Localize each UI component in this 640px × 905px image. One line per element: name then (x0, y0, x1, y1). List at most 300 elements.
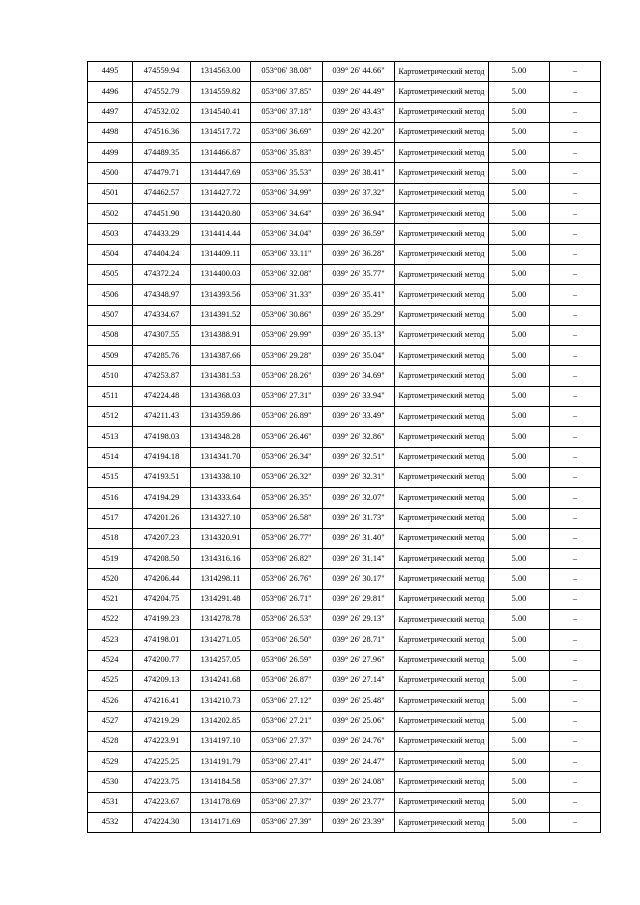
latitude-cell: 053°06' 26.71" (251, 589, 323, 609)
accuracy-cell: 5.00 (489, 630, 550, 650)
y-coordinate-cell: 1314327.10 (191, 508, 251, 528)
accuracy-cell: 5.00 (489, 204, 550, 224)
longitude-cell: 039° 26' 32.86" (323, 427, 395, 447)
table-row (88, 285, 601, 305)
note-cell: – (550, 285, 601, 305)
latitude-cell: 053°06' 30.86" (251, 305, 323, 325)
table-row (88, 366, 601, 386)
longitude-cell: 039° 26' 33.94" (323, 386, 395, 406)
accuracy-cell: 5.00 (489, 549, 550, 569)
accuracy-cell: 5.00 (489, 366, 550, 386)
method-cell: Картометрический метод (395, 366, 489, 386)
table-body (88, 62, 601, 833)
y-coordinate-cell: 1314447.69 (191, 163, 251, 183)
y-coordinate-cell: 1314202.85 (191, 711, 251, 731)
note-cell: – (550, 427, 601, 447)
table-row (88, 62, 601, 82)
longitude-cell: 039° 26' 31.40" (323, 528, 395, 548)
table-row (88, 549, 601, 569)
table-row (88, 82, 601, 102)
longitude-cell: 039° 26' 35.04" (323, 346, 395, 366)
accuracy-cell: 5.00 (489, 82, 550, 102)
accuracy-cell: 5.00 (489, 528, 550, 548)
method-cell: Картометрический метод (395, 711, 489, 731)
x-coordinate-cell: 474198.01 (133, 630, 191, 650)
x-coordinate-cell: 474307.55 (133, 325, 191, 345)
longitude-cell: 039° 26' 29.81" (323, 589, 395, 609)
note-cell: – (550, 610, 601, 630)
accuracy-cell: 5.00 (489, 670, 550, 690)
point-number-cell: 4526 (88, 691, 133, 711)
x-coordinate-cell: 474207.23 (133, 528, 191, 548)
latitude-cell: 053°06' 31.33" (251, 285, 323, 305)
note-cell: – (550, 183, 601, 203)
note-cell: – (550, 772, 601, 792)
x-coordinate-cell: 474206.44 (133, 569, 191, 589)
latitude-cell: 053°06' 34.99" (251, 183, 323, 203)
point-number-cell: 4505 (88, 264, 133, 284)
latitude-cell: 053°06' 26.76" (251, 569, 323, 589)
y-coordinate-cell: 1314278.78 (191, 610, 251, 630)
point-number-cell: 4527 (88, 711, 133, 731)
method-cell: Картометрический метод (395, 325, 489, 345)
x-coordinate-cell: 474253.87 (133, 366, 191, 386)
method-cell: Картометрический метод (395, 670, 489, 690)
y-coordinate-cell: 1314368.03 (191, 386, 251, 406)
table-row (88, 447, 601, 467)
accuracy-cell: 5.00 (489, 305, 550, 325)
x-coordinate-cell: 474193.51 (133, 467, 191, 487)
longitude-cell: 039° 26' 27.14" (323, 670, 395, 690)
point-number-cell: 4529 (88, 752, 133, 772)
table-row (88, 731, 601, 751)
longitude-cell: 039° 26' 31.14" (323, 549, 395, 569)
table-row (88, 569, 601, 589)
table-row (88, 670, 601, 690)
longitude-cell: 039° 26' 25.06" (323, 711, 395, 731)
point-number-cell: 4499 (88, 143, 133, 163)
latitude-cell: 053°06' 26.89" (251, 407, 323, 427)
point-number-cell: 4498 (88, 122, 133, 142)
y-coordinate-cell: 1314184.58 (191, 772, 251, 792)
latitude-cell: 053°06' 26.77" (251, 528, 323, 548)
method-cell: Картометрический метод (395, 549, 489, 569)
latitude-cell: 053°06' 27.31" (251, 386, 323, 406)
y-coordinate-cell: 1314348.28 (191, 427, 251, 447)
accuracy-cell: 5.00 (489, 589, 550, 609)
table-row (88, 467, 601, 487)
y-coordinate-cell: 1314341.70 (191, 447, 251, 467)
longitude-cell: 039° 26' 31.73" (323, 508, 395, 528)
note-cell: – (550, 346, 601, 366)
note-cell: – (550, 488, 601, 508)
table-row (88, 264, 601, 284)
accuracy-cell: 5.00 (489, 224, 550, 244)
longitude-cell: 039° 26' 36.28" (323, 244, 395, 264)
accuracy-cell: 5.00 (489, 508, 550, 528)
accuracy-cell: 5.00 (489, 427, 550, 447)
method-cell: Картометрический метод (395, 122, 489, 142)
latitude-cell: 053°06' 27.21" (251, 711, 323, 731)
longitude-cell: 039° 26' 42.20" (323, 122, 395, 142)
y-coordinate-cell: 1314393.56 (191, 285, 251, 305)
method-cell: Картометрический метод (395, 407, 489, 427)
latitude-cell: 053°06' 26.58" (251, 508, 323, 528)
accuracy-cell: 5.00 (489, 62, 550, 82)
point-number-cell: 4500 (88, 163, 133, 183)
point-number-cell: 4502 (88, 204, 133, 224)
y-coordinate-cell: 1314298.11 (191, 569, 251, 589)
point-number-cell: 4509 (88, 346, 133, 366)
y-coordinate-cell: 1314387.66 (191, 346, 251, 366)
x-coordinate-cell: 474372.24 (133, 264, 191, 284)
table-row (88, 122, 601, 142)
note-cell: – (550, 305, 601, 325)
y-coordinate-cell: 1314540.41 (191, 102, 251, 122)
x-coordinate-cell: 474204.75 (133, 589, 191, 609)
latitude-cell: 053°06' 27.37" (251, 772, 323, 792)
accuracy-cell: 5.00 (489, 386, 550, 406)
accuracy-cell: 5.00 (489, 731, 550, 751)
x-coordinate-cell: 474559.94 (133, 62, 191, 82)
note-cell: – (550, 528, 601, 548)
note-cell: – (550, 630, 601, 650)
x-coordinate-cell: 474516.36 (133, 122, 191, 142)
longitude-cell: 039° 26' 23.39" (323, 812, 395, 832)
latitude-cell: 053°06' 38.08" (251, 62, 323, 82)
x-coordinate-cell: 474208.50 (133, 549, 191, 569)
method-cell: Картометрический метод (395, 82, 489, 102)
method-cell: Картометрический метод (395, 772, 489, 792)
latitude-cell: 053°06' 36.69" (251, 122, 323, 142)
longitude-cell: 039° 26' 36.94" (323, 204, 395, 224)
method-cell: Картометрический метод (395, 224, 489, 244)
accuracy-cell: 5.00 (489, 264, 550, 284)
x-coordinate-cell: 474285.76 (133, 346, 191, 366)
table-row (88, 183, 601, 203)
point-number-cell: 4531 (88, 792, 133, 812)
longitude-cell: 039° 26' 30.17" (323, 569, 395, 589)
note-cell: – (550, 812, 601, 832)
note-cell: – (550, 731, 601, 751)
longitude-cell: 039° 26' 28.71" (323, 630, 395, 650)
note-cell: – (550, 62, 601, 82)
accuracy-cell: 5.00 (489, 467, 550, 487)
accuracy-cell: 5.00 (489, 102, 550, 122)
note-cell: – (550, 447, 601, 467)
method-cell: Картометрический метод (395, 731, 489, 751)
y-coordinate-cell: 1314414.44 (191, 224, 251, 244)
note-cell: – (550, 244, 601, 264)
accuracy-cell: 5.00 (489, 711, 550, 731)
latitude-cell: 053°06' 32.08" (251, 264, 323, 284)
latitude-cell: 053°06' 26.87" (251, 670, 323, 690)
method-cell: Картометрический метод (395, 204, 489, 224)
x-coordinate-cell: 474489.35 (133, 143, 191, 163)
longitude-cell: 039° 26' 43.43" (323, 102, 395, 122)
method-cell: Картометрический метод (395, 630, 489, 650)
longitude-cell: 039° 26' 35.29" (323, 305, 395, 325)
accuracy-cell: 5.00 (489, 122, 550, 142)
note-cell: – (550, 143, 601, 163)
table-row (88, 488, 601, 508)
table-row (88, 407, 601, 427)
method-cell: Картометрический метод (395, 183, 489, 203)
longitude-cell: 039° 26' 44.66" (323, 62, 395, 82)
longitude-cell: 039° 26' 36.59" (323, 224, 395, 244)
note-cell: – (550, 650, 601, 670)
accuracy-cell: 5.00 (489, 244, 550, 264)
method-cell: Картометрический метод (395, 427, 489, 447)
longitude-cell: 039° 26' 23.77" (323, 792, 395, 812)
accuracy-cell: 5.00 (489, 772, 550, 792)
point-number-cell: 4530 (88, 772, 133, 792)
x-coordinate-cell: 474334.67 (133, 305, 191, 325)
method-cell: Картометрический метод (395, 508, 489, 528)
y-coordinate-cell: 1314210.73 (191, 691, 251, 711)
table-row (88, 610, 601, 630)
x-coordinate-cell: 474433.29 (133, 224, 191, 244)
point-number-cell: 4524 (88, 650, 133, 670)
point-number-cell: 4496 (88, 82, 133, 102)
accuracy-cell: 5.00 (489, 488, 550, 508)
table-row (88, 346, 601, 366)
x-coordinate-cell: 474201.26 (133, 508, 191, 528)
table-row (88, 244, 601, 264)
method-cell: Картометрический метод (395, 488, 489, 508)
note-cell: – (550, 366, 601, 386)
point-number-cell: 4516 (88, 488, 133, 508)
note-cell: – (550, 549, 601, 569)
accuracy-cell: 5.00 (489, 792, 550, 812)
x-coordinate-cell: 474199.23 (133, 610, 191, 630)
y-coordinate-cell: 1314178.69 (191, 792, 251, 812)
x-coordinate-cell: 474348.97 (133, 285, 191, 305)
note-cell: – (550, 670, 601, 690)
note-cell: – (550, 386, 601, 406)
table-row (88, 224, 601, 244)
method-cell: Картометрический метод (395, 62, 489, 82)
accuracy-cell: 5.00 (489, 285, 550, 305)
point-number-cell: 4506 (88, 285, 133, 305)
latitude-cell: 053°06' 27.39" (251, 812, 323, 832)
note-cell: – (550, 792, 601, 812)
note-cell: – (550, 264, 601, 284)
x-coordinate-cell: 474224.48 (133, 386, 191, 406)
y-coordinate-cell: 1314466.87 (191, 143, 251, 163)
latitude-cell: 053°06' 37.85" (251, 82, 323, 102)
x-coordinate-cell: 474219.29 (133, 711, 191, 731)
latitude-cell: 053°06' 28.26" (251, 366, 323, 386)
method-cell: Картометрический метод (395, 610, 489, 630)
latitude-cell: 053°06' 26.53" (251, 610, 323, 630)
point-number-cell: 4507 (88, 305, 133, 325)
latitude-cell: 053°06' 29.99" (251, 325, 323, 345)
point-number-cell: 4504 (88, 244, 133, 264)
latitude-cell: 053°06' 27.41" (251, 752, 323, 772)
latitude-cell: 053°06' 27.12" (251, 691, 323, 711)
method-cell: Картометрический метод (395, 528, 489, 548)
method-cell: Картометрический метод (395, 163, 489, 183)
y-coordinate-cell: 1314320.91 (191, 528, 251, 548)
longitude-cell: 039° 26' 38.41" (323, 163, 395, 183)
note-cell: – (550, 82, 601, 102)
latitude-cell: 053°06' 35.83" (251, 143, 323, 163)
method-cell: Картометрический метод (395, 691, 489, 711)
table-row (88, 792, 601, 812)
longitude-cell: 039° 26' 32.07" (323, 488, 395, 508)
method-cell: Картометрический метод (395, 812, 489, 832)
note-cell: – (550, 407, 601, 427)
accuracy-cell: 5.00 (489, 183, 550, 203)
latitude-cell: 053°06' 27.37" (251, 731, 323, 751)
accuracy-cell: 5.00 (489, 163, 550, 183)
table-row (88, 528, 601, 548)
longitude-cell: 039° 26' 35.13" (323, 325, 395, 345)
y-coordinate-cell: 1314420.80 (191, 204, 251, 224)
y-coordinate-cell: 1314400.03 (191, 264, 251, 284)
y-coordinate-cell: 1314427.72 (191, 183, 251, 203)
latitude-cell: 053°06' 27.37" (251, 792, 323, 812)
point-number-cell: 4501 (88, 183, 133, 203)
longitude-cell: 039° 26' 44.49" (323, 82, 395, 102)
method-cell: Картометрический метод (395, 792, 489, 812)
x-coordinate-cell: 474209.13 (133, 670, 191, 690)
point-number-cell: 4517 (88, 508, 133, 528)
y-coordinate-cell: 1314257.05 (191, 650, 251, 670)
latitude-cell: 053°06' 33.11" (251, 244, 323, 264)
accuracy-cell: 5.00 (489, 752, 550, 772)
method-cell: Картометрический метод (395, 305, 489, 325)
note-cell: – (550, 691, 601, 711)
longitude-cell: 039° 26' 34.69" (323, 366, 395, 386)
coordinates-table-container (87, 61, 600, 833)
latitude-cell: 053°06' 26.34" (251, 447, 323, 467)
x-coordinate-cell: 474211.43 (133, 407, 191, 427)
y-coordinate-cell: 1314241.68 (191, 670, 251, 690)
table-row (88, 427, 601, 447)
table-row (88, 325, 601, 345)
y-coordinate-cell: 1314517.72 (191, 122, 251, 142)
latitude-cell: 053°06' 34.64" (251, 204, 323, 224)
latitude-cell: 053°06' 26.82" (251, 549, 323, 569)
method-cell: Картометрический метод (395, 264, 489, 284)
y-coordinate-cell: 1314271.05 (191, 630, 251, 650)
y-coordinate-cell: 1314359.86 (191, 407, 251, 427)
longitude-cell: 039° 26' 35.77" (323, 264, 395, 284)
longitude-cell: 039° 26' 37.32" (323, 183, 395, 203)
accuracy-cell: 5.00 (489, 325, 550, 345)
y-coordinate-cell: 1314333.64 (191, 488, 251, 508)
y-coordinate-cell: 1314171.69 (191, 812, 251, 832)
table-row (88, 691, 601, 711)
y-coordinate-cell: 1314409.11 (191, 244, 251, 264)
note-cell: – (550, 204, 601, 224)
table-row (88, 650, 601, 670)
table-row (88, 772, 601, 792)
y-coordinate-cell: 1314388.91 (191, 325, 251, 345)
latitude-cell: 053°06' 29.28" (251, 346, 323, 366)
point-number-cell: 4503 (88, 224, 133, 244)
point-number-cell: 4532 (88, 812, 133, 832)
table-row (88, 102, 601, 122)
accuracy-cell: 5.00 (489, 691, 550, 711)
latitude-cell: 053°06' 35.53" (251, 163, 323, 183)
x-coordinate-cell: 474223.91 (133, 731, 191, 751)
table-row (88, 143, 601, 163)
method-cell: Картометрический метод (395, 285, 489, 305)
y-coordinate-cell: 1314291.48 (191, 589, 251, 609)
note-cell: – (550, 102, 601, 122)
table-row (88, 386, 601, 406)
method-cell: Картометрический метод (395, 650, 489, 670)
x-coordinate-cell: 474552.79 (133, 82, 191, 102)
table-row (88, 630, 601, 650)
x-coordinate-cell: 474223.67 (133, 792, 191, 812)
point-number-cell: 4511 (88, 386, 133, 406)
y-coordinate-cell: 1314559.82 (191, 82, 251, 102)
x-coordinate-cell: 474198.03 (133, 427, 191, 447)
longitude-cell: 039° 26' 39.45" (323, 143, 395, 163)
table-row (88, 752, 601, 772)
x-coordinate-cell: 474216.41 (133, 691, 191, 711)
table-row (88, 163, 601, 183)
longitude-cell: 039° 26' 35.41" (323, 285, 395, 305)
note-cell: – (550, 467, 601, 487)
point-number-cell: 4513 (88, 427, 133, 447)
point-number-cell: 4520 (88, 569, 133, 589)
point-number-cell: 4518 (88, 528, 133, 548)
method-cell: Картометрический метод (395, 386, 489, 406)
table-row (88, 508, 601, 528)
note-cell: – (550, 224, 601, 244)
latitude-cell: 053°06' 26.32" (251, 467, 323, 487)
longitude-cell: 039° 26' 32.51" (323, 447, 395, 467)
point-number-cell: 4510 (88, 366, 133, 386)
longitude-cell: 039° 26' 24.08" (323, 772, 395, 792)
latitude-cell: 053°06' 34.04" (251, 224, 323, 244)
point-number-cell: 4508 (88, 325, 133, 345)
method-cell: Картометрический метод (395, 346, 489, 366)
y-coordinate-cell: 1314316.16 (191, 549, 251, 569)
point-number-cell: 4497 (88, 102, 133, 122)
accuracy-cell: 5.00 (489, 346, 550, 366)
accuracy-cell: 5.00 (489, 143, 550, 163)
point-number-cell: 4512 (88, 407, 133, 427)
note-cell: – (550, 163, 601, 183)
x-coordinate-cell: 474479.71 (133, 163, 191, 183)
x-coordinate-cell: 474404.24 (133, 244, 191, 264)
point-number-cell: 4523 (88, 630, 133, 650)
accuracy-cell: 5.00 (489, 447, 550, 467)
accuracy-cell: 5.00 (489, 610, 550, 630)
point-number-cell: 4515 (88, 467, 133, 487)
table-row (88, 589, 601, 609)
x-coordinate-cell: 474532.02 (133, 102, 191, 122)
note-cell: – (550, 569, 601, 589)
longitude-cell: 039° 26' 25.48" (323, 691, 395, 711)
x-coordinate-cell: 474223.75 (133, 772, 191, 792)
table-row (88, 204, 601, 224)
point-number-cell: 4521 (88, 589, 133, 609)
note-cell: – (550, 589, 601, 609)
y-coordinate-cell: 1314197.10 (191, 731, 251, 751)
x-coordinate-cell: 474200.77 (133, 650, 191, 670)
accuracy-cell: 5.00 (489, 407, 550, 427)
y-coordinate-cell: 1314563.00 (191, 62, 251, 82)
method-cell: Картометрический метод (395, 447, 489, 467)
longitude-cell: 039° 26' 33.49" (323, 407, 395, 427)
